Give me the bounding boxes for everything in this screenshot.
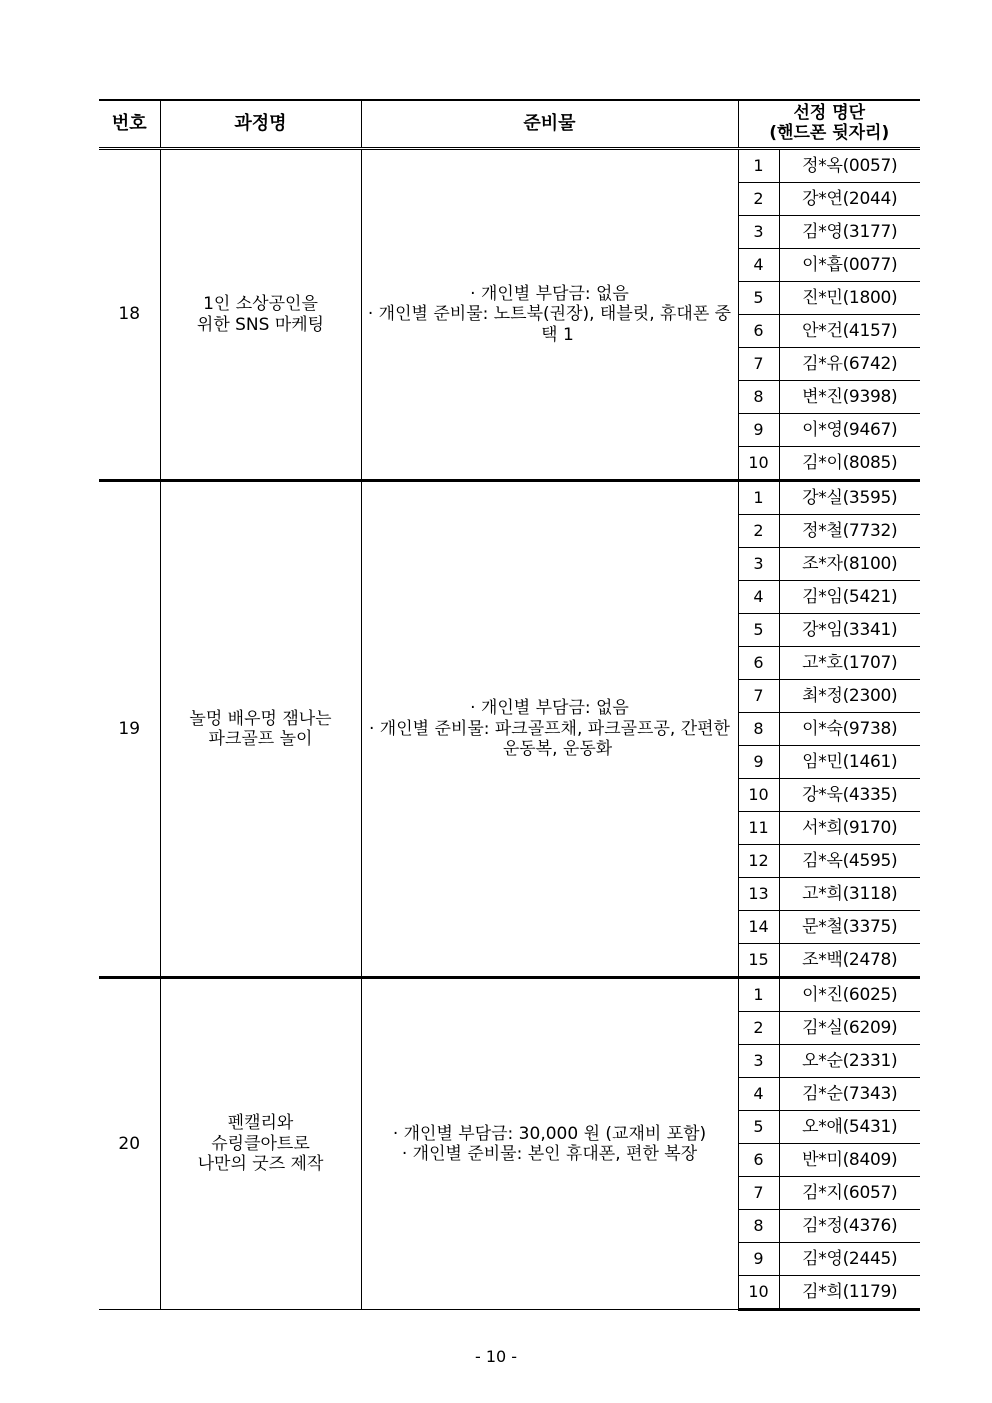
person-index: 6 (738, 315, 779, 348)
person-index: 11 (738, 812, 779, 845)
person-index: 14 (738, 911, 779, 944)
course-name (160, 481, 361, 978)
course-items (361, 149, 738, 481)
person-index: 4 (738, 249, 779, 282)
person-name: 강*실(3595) (779, 481, 920, 515)
item-line: · 개인별 준비물: 노트북(권장), 태블릿, 휴대폰 중 택 1 (367, 304, 732, 345)
course-name-line: 나만의 굿즈 제작 (197, 1154, 324, 1175)
person-index: 2 (738, 183, 779, 216)
person-name: 강*임(3341) (779, 614, 920, 647)
person-name: 오*애(5431) (779, 1111, 920, 1144)
person-name: 김*지(6057) (779, 1177, 920, 1210)
person-name: 이*진(6025) (779, 978, 920, 1012)
person-index: 7 (738, 1177, 779, 1210)
person-index: 1 (738, 149, 779, 183)
person-index: 10 (738, 1276, 779, 1310)
person-index: 10 (738, 447, 779, 481)
person-name: 김*정(4376) (779, 1210, 920, 1243)
item-line: · 개인별 부담금: 30,000 원 (교재비 포함) (392, 1123, 707, 1144)
person-name: 최*정(2300) (779, 680, 920, 713)
course-number: 20 (99, 978, 160, 1310)
person-name: 김*실(6209) (779, 1012, 920, 1045)
person-index: 12 (738, 845, 779, 878)
person-index: 1 (738, 978, 779, 1012)
item-line: · 개인별 준비물: 본인 휴대폰, 편한 복장 (401, 1144, 698, 1164)
person-name: 문*철(3375) (779, 911, 920, 944)
selection-table (99, 99, 920, 1311)
person-index: 3 (738, 216, 779, 249)
person-name: 김*순(7343) (779, 1078, 920, 1111)
course-name-line: 파크골프 놀이 (208, 729, 313, 749)
course-number: 18 (99, 149, 160, 481)
person-index: 1 (738, 481, 779, 515)
person-name: 김*이(8085) (779, 447, 920, 481)
person-name: 이*숙(9738) (779, 713, 920, 746)
course-name (160, 149, 361, 481)
person-index: 4 (738, 1078, 779, 1111)
person-name: 김*영(3177) (779, 216, 920, 249)
course-name (160, 978, 361, 1310)
person-name: 조*백(2478) (779, 944, 920, 978)
person-index: 13 (738, 878, 779, 911)
person-index: 9 (738, 414, 779, 447)
item-line: · 개인별 부담금: 없음 (470, 698, 629, 719)
person-name: 김*임(5421) (779, 581, 920, 614)
header-selected-list (738, 100, 920, 149)
table-body (99, 149, 920, 1310)
header-number: 번호 (99, 100, 160, 149)
course-number: 19 (99, 481, 160, 978)
person-name: 진*민(1800) (779, 282, 920, 315)
table-header-row (99, 100, 920, 149)
course-items (361, 481, 738, 978)
page-number: - 10 - (474, 1347, 518, 1366)
person-name: 고*호(1707) (779, 647, 920, 680)
person-name: 이*흡(0077) (779, 249, 920, 282)
header-items: 준비물 (361, 100, 738, 149)
person-index: 5 (738, 614, 779, 647)
person-name: 김*희(1179) (779, 1276, 920, 1310)
person-index: 10 (738, 779, 779, 812)
person-index: 8 (738, 1210, 779, 1243)
course-name-line: 펜캘리와 (227, 1113, 294, 1134)
course-name-line: 슈링클아트로 (211, 1133, 310, 1154)
person-index: 8 (738, 713, 779, 746)
header-course: 과정명 (160, 100, 361, 149)
person-name: 반*미(8409) (779, 1144, 920, 1177)
person-index: 6 (738, 647, 779, 680)
person-index: 5 (738, 282, 779, 315)
person-index: 7 (738, 680, 779, 713)
course-name-line: 1인 소상공인을 (203, 294, 318, 315)
person-index: 6 (738, 1144, 779, 1177)
person-name: 김*영(2445) (779, 1243, 920, 1276)
person-index: 7 (738, 348, 779, 381)
person-name: 정*철(7732) (779, 515, 920, 548)
course-name-line: 위한 SNS 마케팅 (196, 314, 325, 335)
course-name-line: 놀멍 배우멍 잼나는 (189, 708, 332, 729)
person-name: 김*유(6742) (779, 348, 920, 381)
person-index: 8 (738, 381, 779, 414)
person-name: 안*건(4157) (779, 315, 920, 348)
person-index: 5 (738, 1111, 779, 1144)
person-index: 9 (738, 746, 779, 779)
person-index: 2 (738, 515, 779, 548)
person-index: 3 (738, 548, 779, 581)
person-index: 15 (738, 944, 779, 978)
table-row (99, 481, 920, 515)
person-name: 강*욱(4335) (779, 779, 920, 812)
person-name: 고*희(3118) (779, 878, 920, 911)
person-name: 임*민(1461) (779, 746, 920, 779)
header-selected-line1: 선정 명단 (793, 103, 866, 124)
header-selected-line2: (핸드폰 뒷자리) (769, 123, 890, 143)
table-row (99, 149, 920, 183)
person-index: 3 (738, 1045, 779, 1078)
person-index: 9 (738, 1243, 779, 1276)
person-name: 변*진(9398) (779, 381, 920, 414)
course-items (361, 978, 738, 1310)
person-name: 서*희(9170) (779, 812, 920, 845)
table-row (99, 978, 920, 1012)
person-name: 오*순(2331) (779, 1045, 920, 1078)
person-index: 2 (738, 1012, 779, 1045)
item-line: · 개인별 준비물: 파크골프채, 파크골프공, 간편한운동복, 운동화 (369, 718, 730, 760)
person-name: 정*옥(0057) (779, 149, 920, 183)
item-line: · 개인별 부담금: 없음 (470, 283, 629, 304)
person-name: 조*자(8100) (779, 548, 920, 581)
person-name: 이*영(9467) (779, 414, 920, 447)
person-name: 강*연(2044) (779, 183, 920, 216)
person-name: 김*옥(4595) (779, 845, 920, 878)
person-index: 4 (738, 581, 779, 614)
